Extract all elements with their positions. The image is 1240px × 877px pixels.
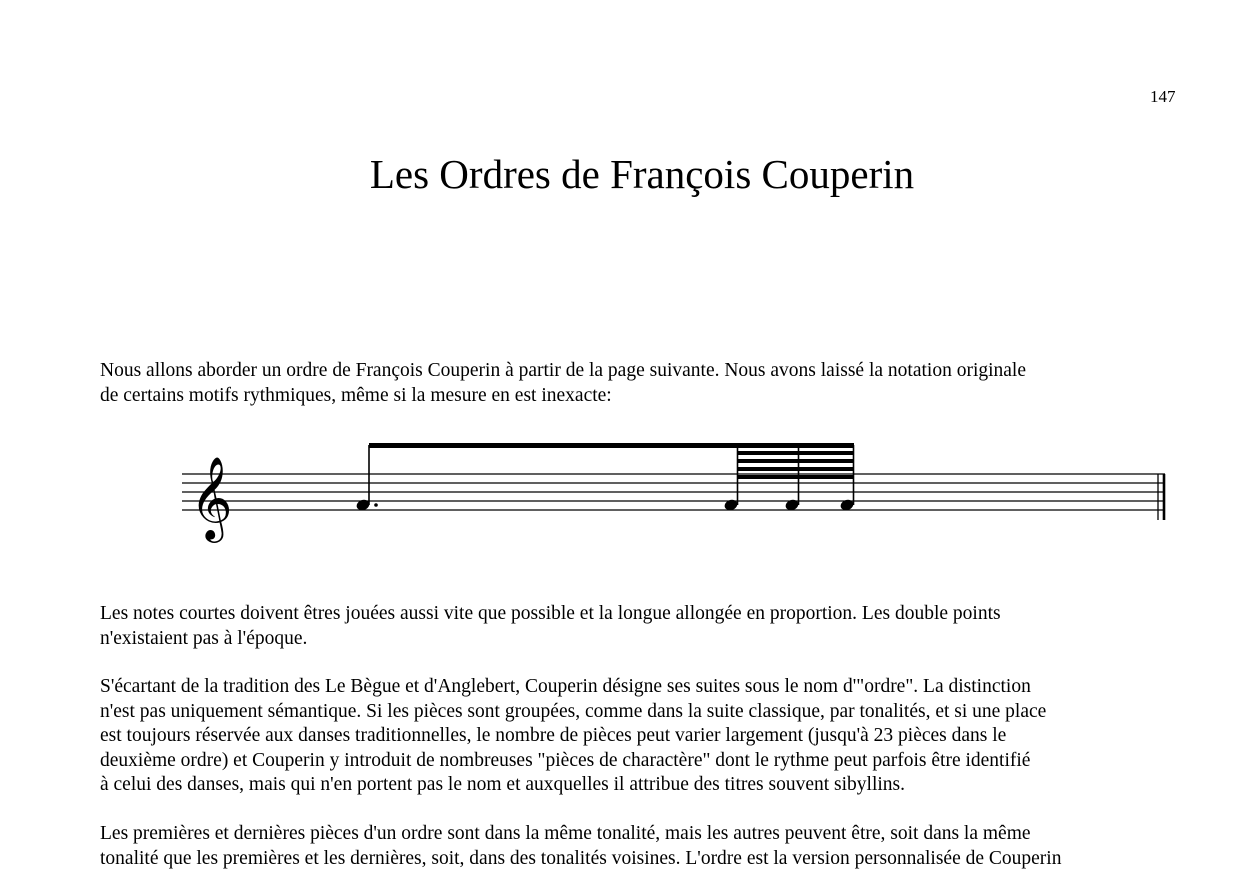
text-line: Nous allons aborder un ordre de François Couperin à partir de la page suivante. Nous avons laissé la notation originale xyxy=(100,360,1027,381)
text-line: Les premières et dernières pièces d'un ordre sont dans la même tonalité, mais les autres peuvent être, soit dans la même xyxy=(100,823,1031,844)
text-line: deuxième ordre) et Couperin y introduit de nombreuses "pièces de charactère" dont le rythme peut parfois être identifié xyxy=(100,749,1031,771)
paragraph-tonalite xyxy=(100,822,1210,871)
final-double-bar xyxy=(1158,474,1164,520)
text-line: est toujours réservée aux danses traditionnelles, le nombre de pièces peut varier largement (jusqu'à 23 pièces dans le xyxy=(100,725,1007,746)
beam-secondary xyxy=(737,451,854,479)
text-line: n'est pas uniquement sémantique. Si les pièces sont groupées, comme dans la suite classique, par tonalités, et si une place xyxy=(100,700,1047,722)
text-line: Les notes courtes doivent êtres jouées aussi vite que possible et la longue allongée en proportion. Les double points xyxy=(100,603,1001,624)
text-line: à celui des danses, mais qui n'en portent pas le nom et auxquelles il attribue des titres souvent sibyllins. xyxy=(100,774,906,795)
paragraph-notes xyxy=(100,602,1210,651)
note-dotted-eighth xyxy=(355,445,378,512)
page-title: Les Ordres de François Couperin xyxy=(369,151,915,197)
note-sixty-fourth xyxy=(723,445,739,512)
text-line: de certains motifs rythmiques, même si la mesure en est inexacte: xyxy=(100,384,612,406)
text-line: n'existaient pas à l'époque. xyxy=(100,627,308,649)
paragraph-ordre xyxy=(100,675,1210,798)
text-line: tonalité que les premières et les dernières, soit, dans des tonalités voisines. L'ordre est la version personnalisée de Couperin xyxy=(100,847,1062,869)
page-number: 147 xyxy=(1150,87,1176,106)
text-line: S'écartant de la tradition des Le Bègue et d'Anglebert, Couperin désigne ses suites sous le nom d'"ordre". La distinction xyxy=(100,676,1031,697)
beam-primary xyxy=(369,443,854,448)
staff-lines xyxy=(182,474,1165,510)
treble-clef-icon: 𝄞 xyxy=(190,455,233,539)
